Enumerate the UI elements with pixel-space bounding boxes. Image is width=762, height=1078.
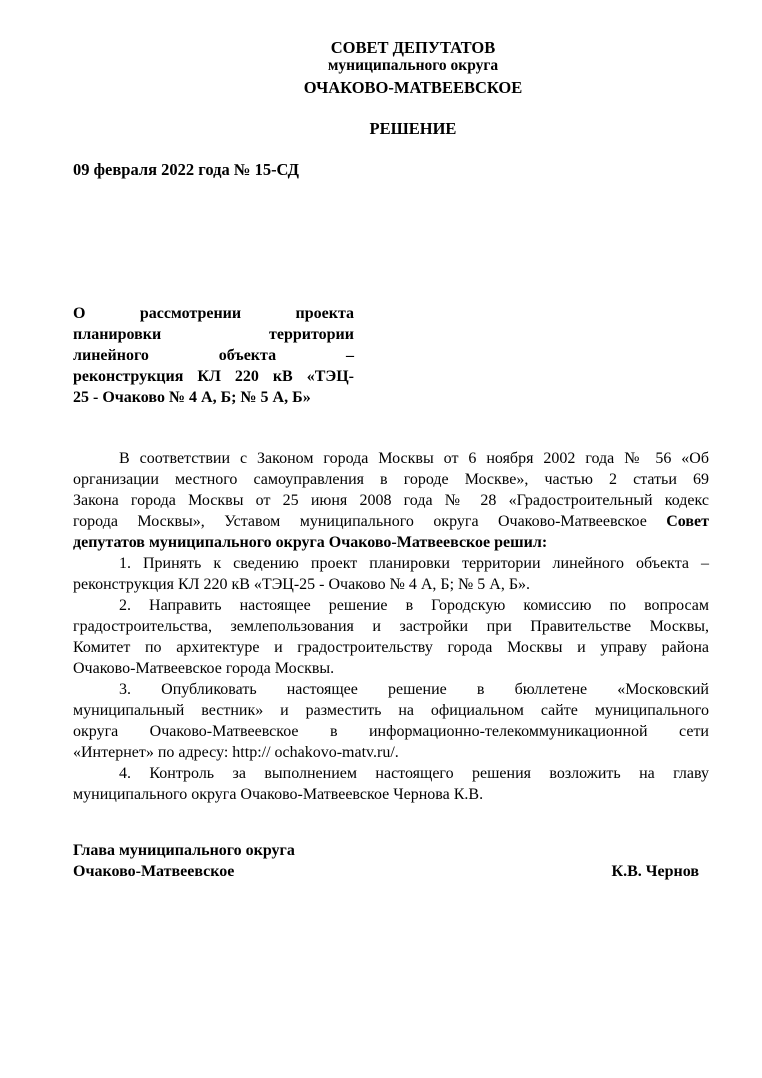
decision-item-1 [73,553,709,595]
decision-item-3 [73,679,709,763]
text-line: Комитет по архитектуре и градостроительству города Москвы и управу района [73,639,709,656]
subject-line: планировки территории [73,326,354,343]
text-line: 4. Контроль за выполнением настоящего решения возложить на главу [119,765,709,782]
document-body [73,448,709,805]
text-line: Закона города Москвы от 25 июня 2008 года № 28 «Градостроительный кодекс [73,492,709,509]
document-subject [73,303,354,408]
decision-item-4 [73,763,709,805]
text-line: градостроительства, землепользования и застройки при Правительстве Москвы, [73,618,709,635]
signature-block [73,840,699,882]
document-date-number: 09 февраля 2022 года № 15-СД [73,160,300,179]
text-line: реконструкция КЛ 220 кВ «ТЭЦ-25 - Очаково № 4 А, Б; № 5 А, Б». [73,576,531,593]
decision-item-2 [73,595,709,679]
text-line: организации местного самоуправления в городе Москве», частью 2 статьи 69 [73,471,709,488]
subject-line: реконструкция КЛ 220 кВ «ТЭЦ- [73,368,354,385]
district-name: ОЧАКОВО-МАТВЕЕВСКОЕ [303,78,523,97]
text-line: муниципального округа Очаково-Матвеевское Чернова К.В. [73,786,484,803]
text-line: В соответствии с Законом города Москвы от 6 ноября 2002 года № 56 «Об [119,450,709,467]
document-type: РЕШЕНИЕ [369,119,457,138]
subject-line: линейного объекта – [73,347,355,364]
text-line: 1. Принять к сведению проект планировки территории линейного объекта – [119,555,709,572]
text-line: муниципальный вестник» и разместить на официальном сайте муниципального [73,702,709,719]
text-line: 3. Опубликовать настоящее решение в бюллетене «Московский [119,681,709,698]
subject-line: 25 - Очаково № 4 А, Б; № 5 А, Б» [73,389,311,406]
subject-line: О рассмотрении проекта [73,305,354,322]
text-line: «Интернет» по адресу: http:// ochakovo-matv.ru/. [73,744,399,761]
text-line: округа Очаково-Матвеевское в информационно-телекоммуникационной сети [73,723,709,740]
signatory-title-line-2: Очаково-Матвеевское [73,863,235,880]
signatory-name: К.В. Чернов [611,863,699,880]
text-line: депутатов муниципального округа Очаково-Матвеевское решил: [73,534,548,551]
council-title: СОВЕТ ДЕПУТАТОВ [330,38,496,57]
text-line: города Москвы», Уставом муниципального округа Очаково-Матвеевское Совет [73,513,709,530]
text-line: 2. Направить настоящее решение в Городскую комиссию по вопросам [119,597,709,614]
preamble-paragraph [73,448,709,553]
signatory-title-line-1: Глава муниципального округа [73,842,295,859]
district-type: муниципального округа [327,57,499,74]
text-line: Очаково-Матвеевское города Москвы. [73,660,335,677]
